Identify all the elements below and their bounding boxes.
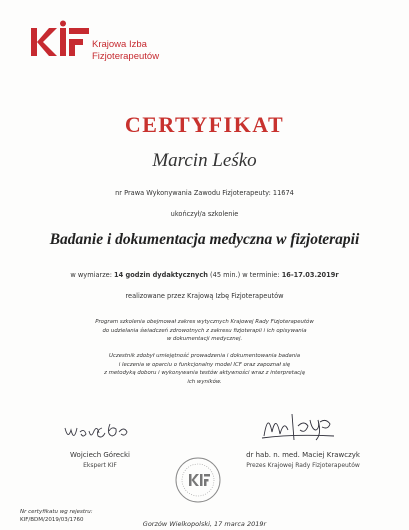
course-scope (0, 271, 409, 279)
scope-dates: 16-17.03.2019r (281, 271, 339, 279)
course-title: Badanie i dokumentacja medyczna w fizjoterapii (49, 231, 360, 248)
left-signatory (55, 451, 145, 469)
organizer-text: realizowane przez Krajową Izbę Fizjoterapeutów (125, 292, 284, 300)
kif-seal-icon (174, 456, 222, 504)
left-signatory-role: Ekspert KIF (83, 462, 117, 469)
registry-label: Nr certyfikatu wg rejestru: (20, 509, 93, 515)
program-line: w dokumentacji medycznej. (166, 336, 243, 343)
right-signatory (228, 451, 378, 469)
program-paragraph-2 (60, 352, 349, 386)
left-signatory-name: Wojciech Górecki (70, 451, 130, 459)
organization-name-line1: Krajowa Izba (92, 39, 147, 50)
license-number: nr Prawa Wykonywania Zawodu Fizjoterapeuty: 11674 (115, 189, 294, 197)
place-and-date: Gorzów Wielkopolski, 17 marca 2019r (142, 520, 267, 528)
scope-hours: 14 godzin dydaktycznych (114, 271, 208, 279)
program-line: z metodyką doboru i wykonywania testów aktywności wraz z interpretacją (104, 370, 305, 377)
right-signature-icon (258, 406, 338, 446)
organization-name-line2: Fizjoterapeutów (92, 51, 160, 62)
scope-prefix: w wymiarze: (70, 271, 115, 279)
right-signatory-name: dr hab. n. med. Maciej Krawczyk (246, 451, 360, 459)
left-signature-icon (62, 418, 132, 446)
program-line: i leczenia w oparciu o funkcjonalny model ICF oraz zapoznał się (118, 361, 291, 368)
scope-middle: (45 min.) w terminie: (207, 271, 282, 279)
program-line: Program szkolenia obejmował zakres wytycznych Krajowej Rady Fizjoterapeutów (95, 319, 314, 325)
organization-name (92, 39, 159, 63)
program-paragraph-1 (60, 318, 349, 344)
program-line: ich wyników. (187, 378, 222, 385)
certificate-title: CERTYFIKAT (124, 112, 285, 137)
completed-text: ukończył/a szkolenie (170, 210, 239, 218)
program-line: Uczestnik zdobył umiejętność prowadzenia i dokumentowania badania (108, 353, 301, 359)
right-signatory-role: Prezes Krajowej Rady Fizjoterapeutów (246, 462, 360, 469)
program-line: do udzielania świadczeń zdrowotnych z zakresu fizjoterapii i ich opisywania (102, 327, 307, 334)
kif-logo-icon (29, 20, 91, 62)
registry-number: KIF/BDM/2019/03/1760 (20, 517, 84, 523)
recipient-name: Marcin Leśko (152, 150, 257, 171)
